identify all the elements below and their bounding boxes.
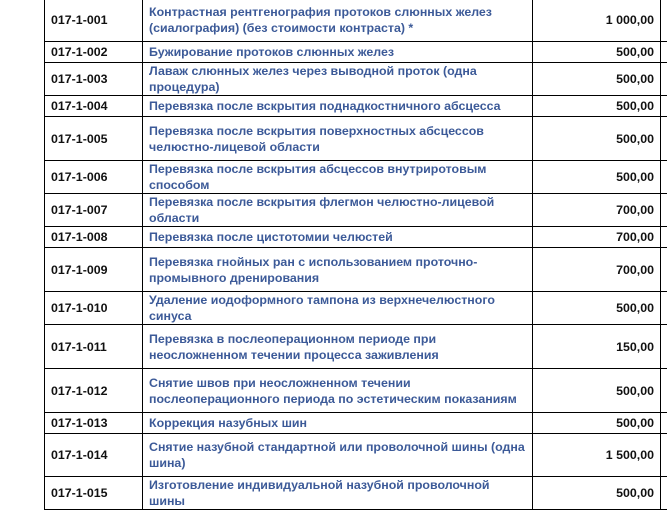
service-name: Удаление иодоформного тампона из верхнечелюстного синуса — [143, 292, 533, 325]
edge-cell — [661, 161, 668, 194]
edge-cell — [661, 434, 668, 477]
edge-cell — [661, 117, 668, 161]
edge-cell — [661, 292, 668, 325]
service-code: 017-1-009 — [45, 248, 143, 292]
service-code: 017-1-012 — [45, 369, 143, 413]
table-row — [45, 227, 668, 248]
table-row — [45, 63, 668, 96]
service-name: Контрастная рентгенография протоков слюнных желез (сиалография) (без стоимости контраста) * — [143, 0, 533, 42]
edge-cell — [661, 369, 668, 413]
edge-cell — [661, 63, 668, 96]
table-row — [45, 0, 668, 42]
service-name: Перевязка после вскрытия поднадкостничного абсцесса — [143, 96, 533, 117]
table-row — [45, 96, 668, 117]
table-row — [45, 413, 668, 434]
table-row — [45, 477, 668, 510]
service-price: 700,00 — [533, 194, 661, 227]
service-name: Снятие назубной стандартной или проволочной шины (одна шина) — [143, 434, 533, 477]
edge-cell — [661, 477, 668, 510]
service-price: 500,00 — [533, 117, 661, 161]
service-price: 500,00 — [533, 477, 661, 510]
service-name: Изготовление индивидуальной назубной проволочной шины — [143, 477, 533, 510]
edge-cell — [661, 413, 668, 434]
service-code: 017-1-003 — [45, 63, 143, 96]
service-name: Перевязка после цистотомии челюстей — [143, 227, 533, 248]
price-table — [44, 0, 667, 510]
service-price: 500,00 — [533, 96, 661, 117]
service-code: 017-1-008 — [45, 227, 143, 248]
table-row — [45, 434, 668, 477]
service-code: 017-1-005 — [45, 117, 143, 161]
service-price: 500,00 — [533, 161, 661, 194]
table-row — [45, 369, 668, 413]
service-price: 1 500,00 — [533, 434, 661, 477]
service-price: 500,00 — [533, 292, 661, 325]
service-name: Снятие швов при неосложненном течении послеоперационного периода по эстетическим показаниям — [143, 369, 533, 413]
service-price: 1 000,00 — [533, 0, 661, 42]
service-price: 150,00 — [533, 325, 661, 369]
service-name: Перевязка в послеоперационном периоде при неосложненном течении процесса заживления — [143, 325, 533, 369]
service-code: 017-1-002 — [45, 42, 143, 63]
service-code: 017-1-014 — [45, 434, 143, 477]
service-code: 017-1-007 — [45, 194, 143, 227]
service-name: Бужирование протоков слюнных желез — [143, 42, 533, 63]
service-code: 017-1-006 — [45, 161, 143, 194]
service-code: 017-1-013 — [45, 413, 143, 434]
service-code: 017-1-001 — [45, 0, 143, 42]
service-name: Перевязка после вскрытия абсцессов внутриротовым способом — [143, 161, 533, 194]
service-code: 017-1-004 — [45, 96, 143, 117]
service-name: Коррекция назубных шин — [143, 413, 533, 434]
table-row — [45, 325, 668, 369]
table-row — [45, 194, 668, 227]
service-name: Лаваж слюнных желез через выводной проток (одна процедура) — [143, 63, 533, 96]
edge-cell — [661, 42, 668, 63]
table-row — [45, 292, 668, 325]
table-row — [45, 117, 668, 161]
service-price: 700,00 — [533, 227, 661, 248]
table-row — [45, 161, 668, 194]
service-price: 500,00 — [533, 42, 661, 63]
edge-cell — [661, 248, 668, 292]
service-price: 500,00 — [533, 413, 661, 434]
edge-cell — [661, 227, 668, 248]
table-row — [45, 248, 668, 292]
table-row — [45, 42, 668, 63]
service-name: Перевязка гнойных ран с использованием проточно-промывного дренирования — [143, 248, 533, 292]
service-code: 017-1-015 — [45, 477, 143, 510]
service-name: Перевязка после вскрытия флегмон челюстно-лицевой области — [143, 194, 533, 227]
edge-cell — [661, 96, 668, 117]
service-code: 017-1-011 — [45, 325, 143, 369]
service-code: 017-1-010 — [45, 292, 143, 325]
edge-cell — [661, 0, 668, 42]
service-price: 500,00 — [533, 63, 661, 96]
edge-cell — [661, 194, 668, 227]
service-name: Перевязка после вскрытия поверхностных абсцессов челюстно-лицевой области — [143, 117, 533, 161]
service-price: 500,00 — [533, 369, 661, 413]
edge-cell — [661, 325, 668, 369]
service-price: 700,00 — [533, 248, 661, 292]
